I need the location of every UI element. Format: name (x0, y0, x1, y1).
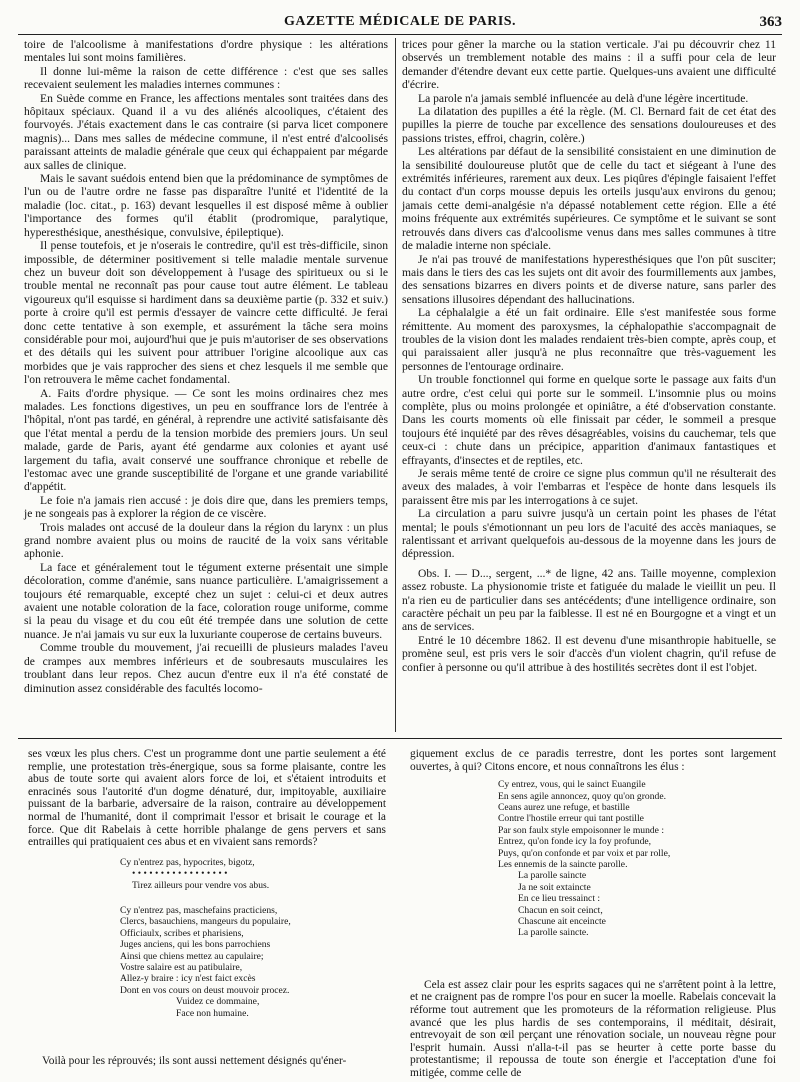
verse-line: Dont en vos cours on deust mouvoir procez. (120, 984, 290, 996)
paragraph: trices pour gêner la marche ou la station verticale. J'ai pu découvrir chez 11 observés un tremblement notable des mains : il a suffi pour cela de leur demander d'étendre devant eux cette partie. Quelques-uns avaient une difficulté d'écrire. (402, 38, 776, 92)
paragraph: Le foie n'a jamais rien accusé : je dois dire que, dans les premiers temps, je ne songeais pas à explorer la région de ce viscère. (24, 493, 388, 521)
feuilleton-paragraph: giquement exclus de ce paradis terrestre, dont les portes sont largement ouvertes, à qui? Citons encore, et nous connaîtrons les élus : (410, 748, 776, 773)
verse-line: Cy entrez, vous, qui le sainct Euangile (498, 779, 646, 791)
verse-block (120, 857, 386, 891)
observation-paragraph: Obs. I. — D..., sergent, ...* de ligne, 42 ans. Taille moyenne, complexion assez robuste. La physionomie triste et fatiguée du malade le vieillit un peu. Il n'a rien eu de particulier dans ses antécédents; d'une intelligence ordinaire, son caractère péchait un peu par la faiblesse. Il est né en Bourgogne et a vingt et un ans de services. (402, 566, 776, 634)
verse-line: Officiaulx, scribes et pharisiens, (120, 927, 244, 939)
verse-line: En sens agile annoncez, quoy qu'on gronde. (498, 790, 666, 802)
ellipsis-line: • • • • • • • • • • • • • • • • • (132, 868, 228, 880)
verse-line: La parolle saincte (518, 870, 587, 882)
verse-line: Vostre salaire est au patibulaire, (120, 962, 243, 973)
feuilleton-paragraph: Cela est assez clair pour les esprits sagaces qui ne s'arrêtent point à la lettre, et ne craignent pas de rompre l'os pour en sucer la moelle. Rabelais concevait la réforme tout autrement que les promoteurs de la réformation religieuse. Plus avancé que les plus hardis de ses contemporains, il méditait, désirait, entrevoyait de son œil perçant une rénovation sociale, un nouveau règne pour l'esprit humain. Aussi n'alla-t-il pas se heurter à cette porte basse du protestantisme; il repoussa de toute son énergie et l'acceptation d'une foi mitigée, comme celle de (410, 978, 776, 1080)
feuilleton-left (28, 748, 386, 1068)
verse-line: Clercs, basauchiens, mangeurs du populaire, (120, 916, 291, 928)
section-paragraph: A. Faits d'ordre physique. — Ce sont les moins ordinaires chez mes malades. Les fonctions digestives, un peu en souffrance lors de l'entrée à l'hôpital, n'ont pas tardé, en général, à reprendre une activité satisfaisante dès que l'état mental a perdu de la tension morbide des premiers jours. Un seul malade, garde de Paris, ayant été gendarme aux colonies et ayant usé largement du tafia, avait conservé une souffrance chronique et rebelle de l'estomac avec une grande susceptibilité de l'organe et une grande variabilité d'appétit. (24, 386, 388, 494)
column-right (402, 38, 776, 674)
verse-line: Par son faulx style empoisonner le munde : (498, 824, 664, 836)
feuilleton-separator (18, 738, 782, 739)
verse-line: Entrez, qu'on fonde icy la foy profunde, (498, 836, 652, 848)
verse-line: Allez-y braire : icy n'est faict excès (120, 973, 256, 985)
column-left (24, 38, 388, 695)
header-rule (18, 34, 782, 35)
paragraph: La face et généralement tout le tégument externe présentait une simple décoloration, comme d'anémie, sans nuance particulière. L'amaigrissement a toujours été remarquable, excepté chez un sujet : celui-ci et deux autres avaient une notable coloration de la face, coloration rouge uniforme, comme si la peau du visage et du cou eût été trempée dans une solution de cette nuance. Je n'ai jamais vu sur eux la luxuriante couperose de certains buveurs. (24, 560, 388, 641)
verse-line: Vuidez ce dommaine, (176, 996, 260, 1008)
paragraph: toire de l'alcoolisme à manifestations d'ordre physique : les altérations mentales lui sont moins familières. (24, 38, 388, 65)
verse-line: Juges anciens, qui les bons parrochiens (120, 939, 271, 951)
verse-block (120, 905, 386, 1019)
verse-line: La parolle saincte. (518, 927, 589, 939)
verse-line: Tirez ailleurs pour vendre vos abus. (132, 879, 270, 891)
journal-title: GAZETTE MÉDICALE DE PARIS. (283, 14, 517, 29)
paragraph: Trois malades ont accusé de la douleur dans la région du larynx : un plus grand nombre avaient plus ou moins de raucité de la voix sans véritable aphonie. (24, 520, 388, 561)
paragraph: Les altérations par défaut de la sensibilité consistaient en une diminution de la sensibilité douloureuse plutôt que de celle du tact et siégeant à l'une des extrémités inférieures, rarement aux deux. Les piqûres d'épingle faisaient l'effet du contact d'un corps mousse depuis les orteils jusqu'aux environs du genou; jamais cette demi-analgésie n'a dépassé notablement cette région. Elle a été moins fréquente aux extrémités supérieures. Ce symptôme et le suivant se sont retrouvés dans divers cas d'alcoolisme venus dans mes salles communes à titre de maladie interne non spéciale. (402, 145, 776, 253)
feuilleton-paragraph: ses vœux les plus chers. C'est un programme dont une partie seulement a été remplie, une protestation très-énergique, sous sa forme plaisante, contre les abus de toute sorte qui avaient alors force de loi, et s'étaient introduits et enracinés sous l'autorité d'un dogme dénaturé, dur, impitoyable, auxiliaire puissant de la barbarie, adversaire de la raison, contraire au développement normal de l'humanité, dont il comprimait l'essor et brisait le courage et la force. Que dit Rabelais à cette horrible phalange de gens pervers et sans entrailles qui pratiquaient ces abus et en vivaient sans remords? (28, 748, 386, 849)
verse-line: Puys, qu'on confonde et par voix et par rolle, (498, 847, 671, 859)
verse-line: Chacun en soit ceinct, (518, 904, 603, 916)
verse-line: Contre l'hostile erreur qui tant postille (498, 813, 644, 825)
paragraph: Il pense toutefois, et je n'oserais le contredire, qu'il est très-difficile, sinon impossible, de déterminer positivement si telle maladie mentale survenue chez un buveur doit son développement à l'usage des spiritueux ou si le trouble mental ne reconnaît pas pour cause tout autre élément. Le tableau vigoureux qu'il esquisse si hardiment dans sa deuxième partie (p. 332 et suiv.) porte à croire qu'il est permis d'essayer de vaincre cette difficulté. Je ferai donc cette tentative à son exemple, et assurément la tâche sera moins considérable pour moi, aujourd'hui que je puis m'autoriser de ses observations et des détails qui les suivent pour attribuer l'origine alcoolique aux cas morbides que je vais rapprocher des siens et chez lesquels il me semble que l'on retrouvera le même cachet fondamental. (24, 239, 388, 387)
verse-line: Cy n'entrez pas, hypocrites, bigotz, (120, 856, 255, 868)
paragraph: Il donne lui-même la raison de cette différence : c'est que ses salles recevaient seulement les maladies internes communes : (24, 64, 388, 92)
verse-line: Cy n'entrez pas, maschefains practiciens, (120, 904, 278, 916)
quote-paragraph: En Suède comme en France, les affections mentales sont traitées dans des hôpitaux spéciaux. Quand il a vu des aliénés alcooliques, c'étaient des fourvoyés. J'étais exactement dans le cas contraire (si parva licet componere magnis)... Dans mes salles de médecine commune, il n'est entré d'alcoolisés paraissant atteints de maladie générale que ceux qui échappaient par mégarde aux salles de clinique. (24, 91, 388, 172)
paragraph: La dilatation des pupilles a été la règle. (M. Cl. Bernard fait de cet état des pupilles la pierre de touche par excellence des sensations douloureuses et des passions tristes, effroi, chagrin, colère.) (402, 105, 776, 145)
paragraph: Je n'ai pas trouvé de manifestations hyperesthésiques que l'on pût susciter; mais dans le tiers des cas les sujets ont dit avoir des fourmillements aux jambes, des sensations bizarres en divers points et de diverse nature, sans parler des sensations illusoires dépendant des hallucinations. (402, 252, 776, 306)
verse-line: En ce lieu tressainct : (518, 893, 601, 905)
feuilleton-paragraph: Voilà pour les réprouvés; ils sont aussi nettement désignés qu'éner- (42, 1055, 347, 1068)
paragraph: La parole n'a jamais semblé influencée au delà d'une légère incertitude. (418, 91, 749, 105)
verse-line: Face non humaine. (176, 1007, 249, 1019)
page-header (0, 0, 800, 30)
paragraph: La circulation a paru suivre jusqu'à un certain point les phases de l'état mental; le pouls s'émotionnant un peu lors de l'acuité des accès maniaques, se ralentissant et arrivant quelquefois au-dessous de la moyenne dans les jours de dépression. (402, 507, 776, 561)
verse-line: Chascune ait enceincte (518, 916, 606, 928)
verse-line: Ja ne soit extaincte (518, 881, 591, 893)
verse-line: Ainsi que chiens mettez au capulaire; (120, 950, 264, 962)
paragraph: Comme trouble du mouvement, j'ai recueilli de plusieurs malades l'aveu de crampes aux membres inférieurs et de soubresauts musculaires les troublant dans leur repos. Chez aucun d'entre eux il n'a été constaté de diminution assez considérable des facultés locomo- (24, 641, 388, 695)
paragraph: Un trouble fonctionnel qui forme en quelque sorte le passage aux faits d'un autre ordre, c'est celui qui porte sur le sommeil. L'insomnie plus ou moins complète, plus ou moins prolongée et opiniâtre, a été d'observation constante. Dans les courts moments où elle finissait par céder, le sommeil a presque toujours été inquiété par des rêves désagréables, voisins du cauchemar, tels que ceux-ci : chute dans un précipice, apparition d'animaux fantastiques et effrayants, d'insectes et de reptiles, etc. (402, 373, 776, 467)
verse-line: Les ennemis de la saincte parolle. (498, 859, 628, 871)
verse-line: Ceans aurez une refuge, et bastille (498, 802, 630, 813)
column-divider (395, 38, 396, 732)
verse-block (498, 779, 776, 939)
observation-paragraph: Entré le 10 décembre 1862. Il est devenu d'une misanthropie habituelle, se promène seul, est pris vers le soir d'accès d'un violent chagrin, qu'il refuse de confier à personne ou qu'il attribue à des hostilités secrètes dont il est l'objet. (402, 633, 776, 674)
paragraph: La céphalalgie a été un fait ordinaire. Elle s'est manifestée sous forme rémittente. Au moment des paroxysmes, la céphalopathie s'accompagnait de troubles de la vision dont les malades rendaient très-bien compte, après coup, et qui paraissaient aller jusqu'à ne plus reconnaître que très-vaguement les personnes de l'entourage ordinaire. (402, 306, 776, 373)
feuilleton-right (410, 748, 776, 1080)
page-number: 363 (759, 14, 782, 30)
paragraph: Mais le savant suédois entend bien que la prédominance de symptômes de l'un ou de l'autre ordre ne fasse pas disparaître l'unité et l'identité de la maladie (loc. citat., p. 163) devant lesquelles il est disposé même à oublier l'importance des formes qu'il établit (prodromique, paralytique, hyperesthésique, anesthésique, convulsive, épileptique). (24, 172, 388, 239)
paragraph: Je serais même tenté de croire ce signe plus commun qu'il ne résulterait des aveux des malades, à voir l'embarras et l'espèce de honte dans lesquels ils paraissent être mis par les interrogations à ce sujet. (402, 467, 776, 507)
